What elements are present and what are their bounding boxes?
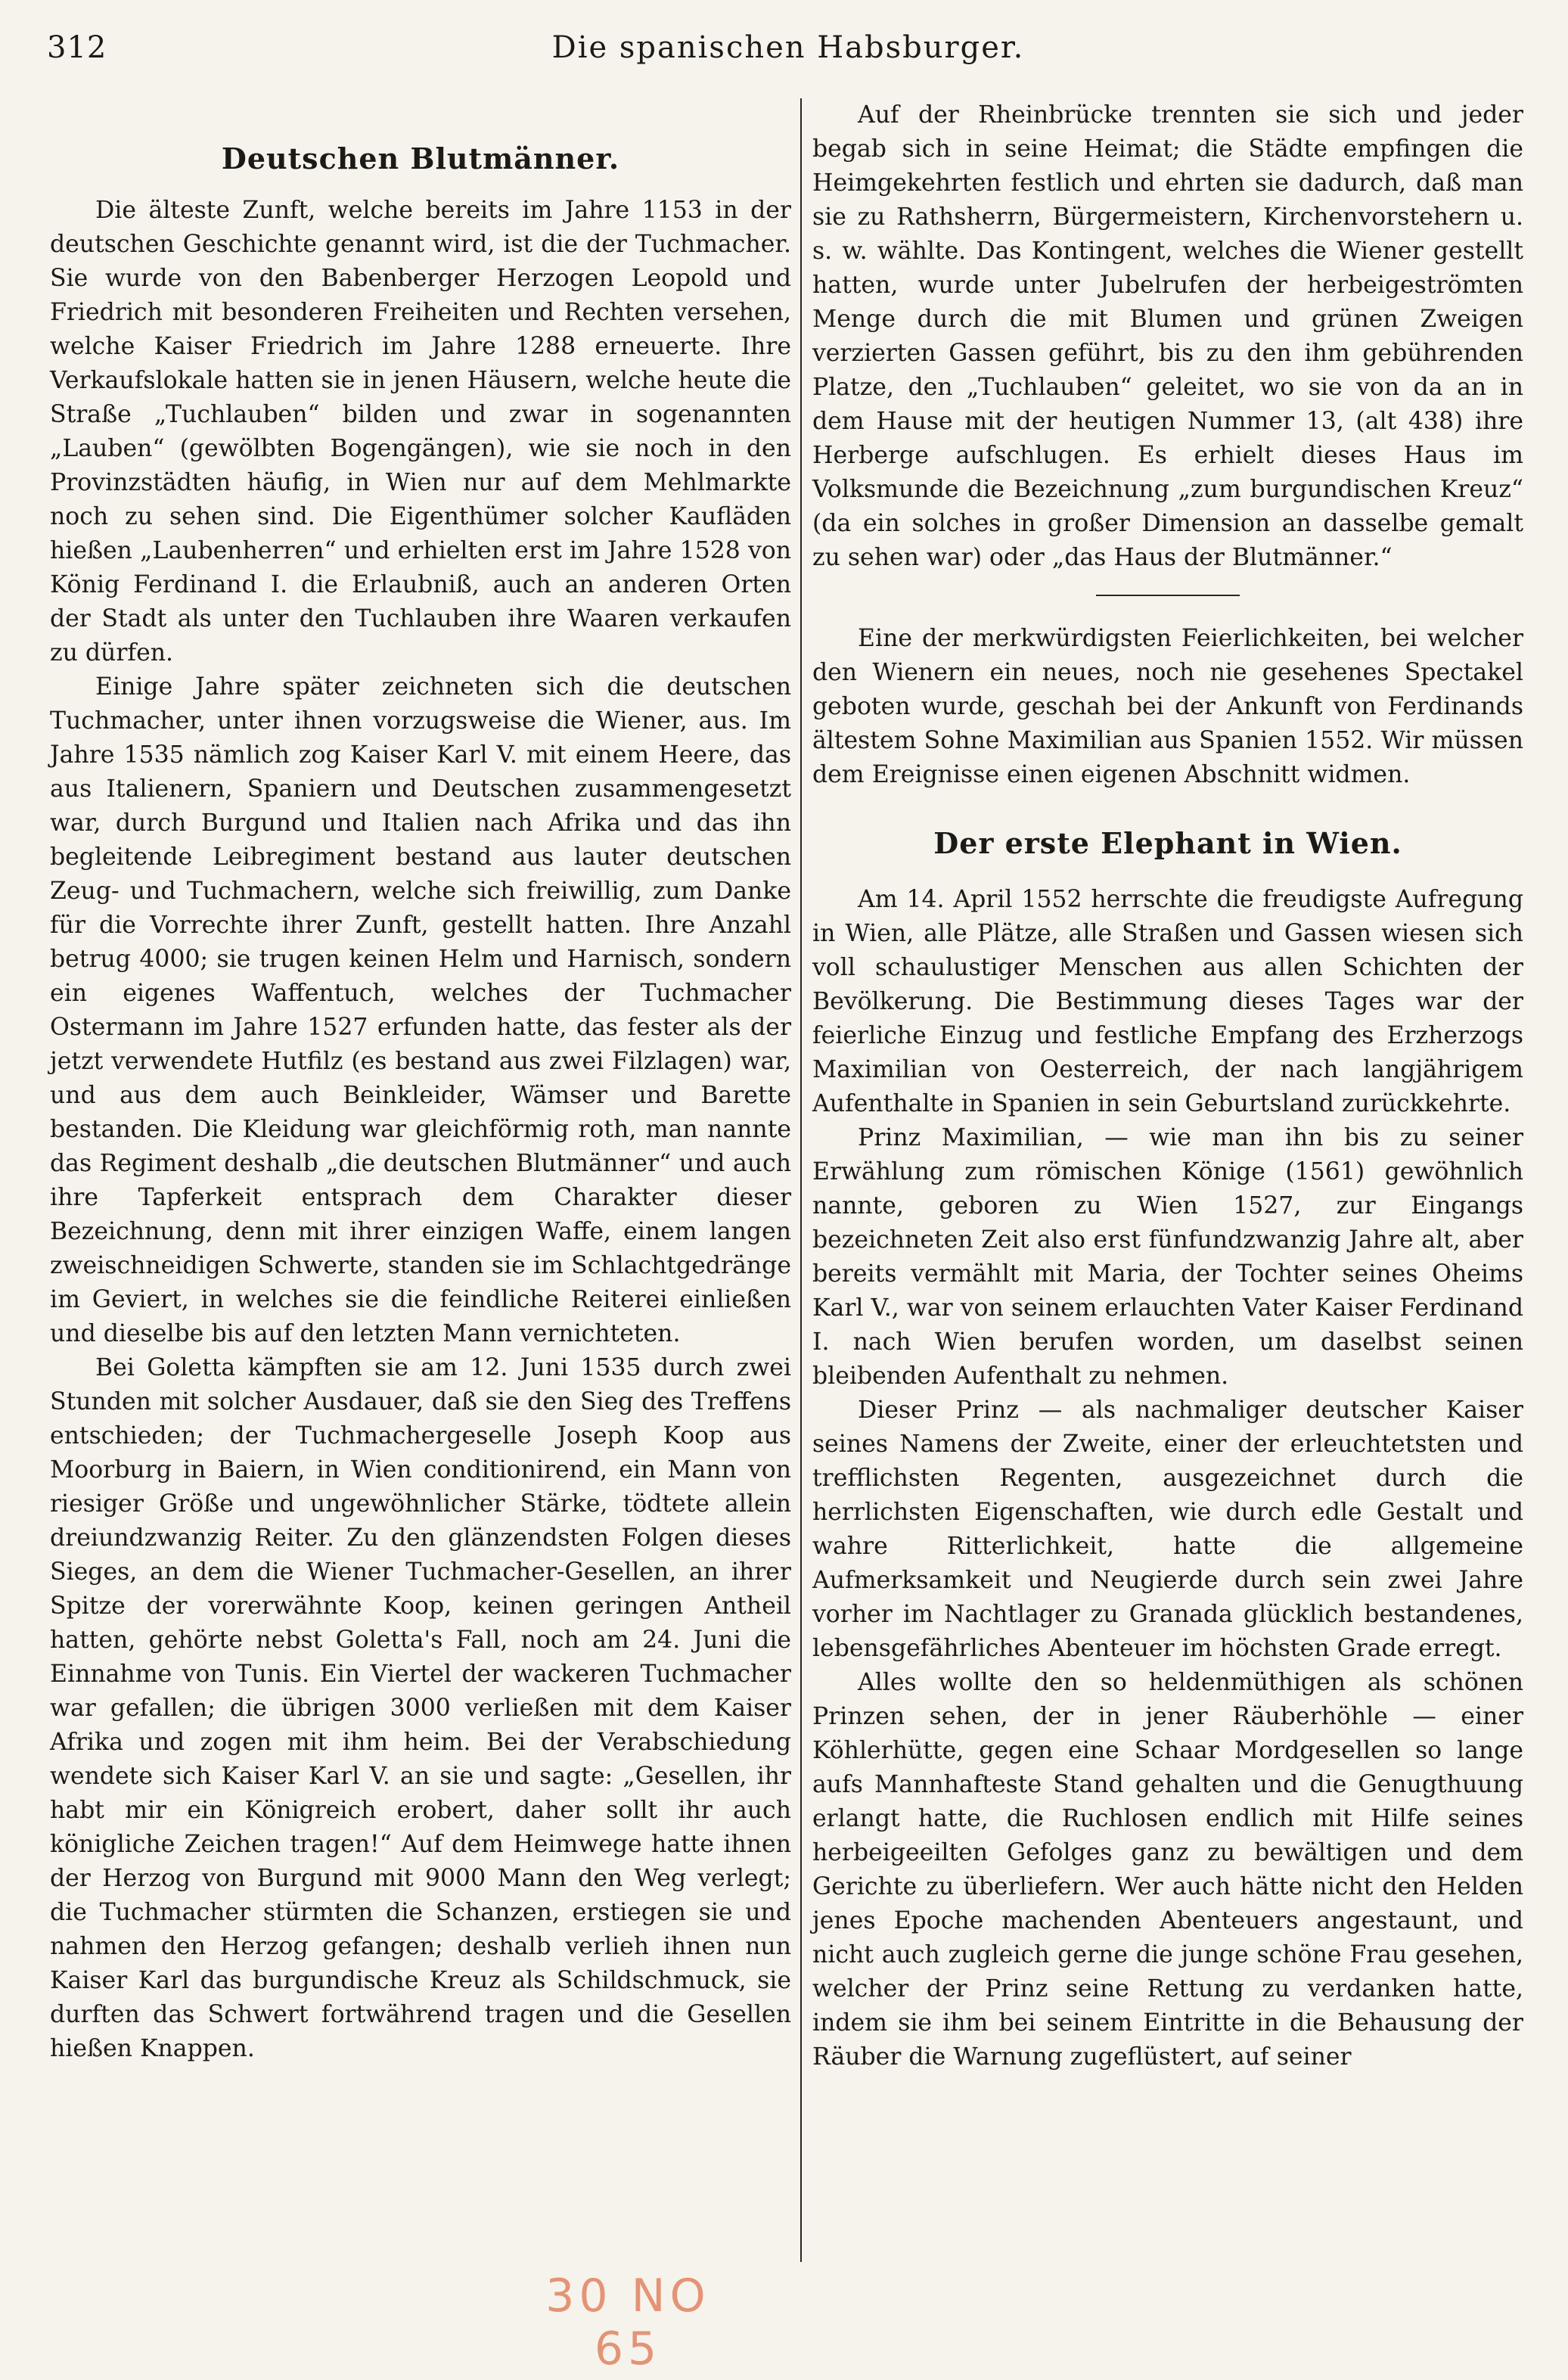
paragraph: Die älteste Zunft, welche bereits im Jahre 1153 in der deutschen Geschichte genannt wird, ist die der Tuchmacher. Sie wurde von den Babenberger Herzogen Leopold und Friedrich mit besonderen Freiheiten und Rechten versehen, welche Kaiser Friedrich im Jahre 1288 erneuerte. Ihre Verkaufslokale hatten sie in jenen Häusern, welche heute die Straße „Tuchlauben“ bilden und zwar in sogenannten „Lauben“ (gewölbten Bogengängen), wie sie noch in den Provinzstädten häufig, in Wien nur auf dem Mehlmarkte noch zu sehen sind. Die Eigenthümer solcher Kaufläden hießen „Laubenherren“ und erhielten erst im Jahre 1528 von König Ferdinand I. die Erlaubniß, auch an anderen Orten der Stadt als unter den Tuchlauben ihre Waaren verkaufen zu dürfen. xyxy=(50,197,791,666)
paragraph: Prinz Maximilian, — wie man ihn bis zu seiner Erwählung zum römischen Könige (1561) gewöhnlich nannte, geboren zu Wien 1527, zur Eingangs bezeichneten Zeit also erst fünfundzwanzig Jahre alt, aber bereits vermählt mit Maria, der Tochter seines Oheims Karl V., war von seinem erlauchten Vater Kaiser Ferdinand I. nach Wien berufen worden, um daselbst seinen bleibenden Aufenthalt zu nehmen. xyxy=(812,1124,1523,1390)
paragraph: Am 14. April 1552 herrschte die freudigste Aufregung in Wien, alle Plätze, alle Straßen und Gassen wiesen sich voll schaulustiger Menschen aus allen Schichten der Bevölkerung. Die Bestimmung dieses Tages war der feierliche Einzug und festliche Empfang des Erzherzogs Maximilian von Oesterreich, der nach langjährigem Aufenthalte in Spanien in sein Geburtsland zurückkehrte. xyxy=(812,886,1523,1117)
running-title: Die spanischen Habsburger. xyxy=(551,30,1025,65)
paragraph: Bei Goletta kämpften sie am 12. Juni 1535 durch zwei Stunden mit solcher Ausdauer, daß sie den Sieg des Treffens entschieden; der Tuchmachergeselle Joseph Koop aus Moorburg in Baiern, in Wien conditionirend, ein Mann von riesiger Größe und ungewöhnlicher Stärke, tödtete allein dreiundzwanzig Reiter. Zu den glänzendsten Folgen dieses Sieges, an dem die Wiener Tuchmacher-Gesellen, an ihrer Spitze der vorerwähnte Koop, keinen geringen Antheil hatten, gehörte nebst Goletta's Fall, noch am 24. Juni die Einnahme von Tunis. Ein Viertel der wackeren Tuchmacher war gefallen; die übrigen 3000 verließen mit dem Kaiser Afrika und zogen mit ihm heim. Bei der Verabschiedung wendete sich Kaiser Karl V. an sie und sagte: „Gesellen, ihr habt mir ein Königreich erobert, daher sollt ihr auch königliche Zeichen tragen!“ Auf dem Heimwege hatte ihnen der Herzog von Burgund mit 9000 Mann den Weg verlegt; die Tuchmacher stürmten die Schanzen, erstiegen sie und nahmen den Herzog gefangen; deshalb verlieh ihnen nun Kaiser Karl das burgundische Kreuz als Schildschmuck, sie durften das Schwert fortwährend tragen und die Gesellen hießen Knappen. xyxy=(50,1354,791,2062)
section-heading-elephant: Der erste Elephant in Wien. xyxy=(933,826,1402,860)
section-heading-blutmaenner: Deutschen Blutmänner. xyxy=(221,141,620,176)
section-divider xyxy=(1096,595,1240,596)
page-number: 312 xyxy=(47,30,107,65)
right-column xyxy=(812,98,1523,2074)
left-column xyxy=(50,98,791,2066)
running-head xyxy=(47,30,1529,76)
paragraph: Dieser Prinz — als nachmaliger deutscher Kaiser seines Namens der Zweite, einer der erleuchtetsten und trefflichsten Regenten, ausgezeichnet durch die herrlichsten Eigenschaften, wie durch edle Gestalt und wahre Ritterlichkeit, hatte die allgemeine Aufmerksamkeit und Neugierde durch sein zwei Jahre vorher im Nachtlager zu Granada glücklich bestandenes, lebensgefährliches Abenteuer im höchsten Grade erregt. xyxy=(812,1397,1523,1662)
paragraph: Alles wollte den so heldenmüthigen als schönen Prinzen sehen, der in jener Räuberhöhle — einer Köhlerhütte, gegen eine Schaar Mordgesellen so lange aufs Mannhafteste Stand gehalten und die Genugthuung erlangt hatte, die Ruchlosen endlich mit Hilfe seines herbeigeeilten Gefolges ganz zu bewältigen und dem Gerichte zu überliefern. Wer auch hätte nicht den Helden jenes Epoche machenden Abenteuers angestaunt, und nicht auch zugleich gerne die junge schöne Frau gesehen, welcher der Prinz seine Rettung zu verdanken hatte, indem sie ihm bei seinem Eintritte in die Behausung der Räuber die Warnung zugeflüstert, auf seiner xyxy=(812,1669,1523,2071)
library-date-stamp: 30 NO 65 xyxy=(545,2270,710,2375)
paragraph: Einige Jahre später zeichneten sich die deutschen Tuchmacher, unter ihnen vorzugsweise die Wiener, aus. Im Jahre 1535 nämlich zog Kaiser Karl V. mit einem Heere, das aus Italienern, Spaniern und Deutschen zusammengesetzt war, durch Burgund und Italien nach Afrika und das ihn begleitende Leibregiment bestand aus lauter deutschen Zeug- und Tuchmachern, welche sich freiwillig, zum Danke für die Vorrechte ihrer Zunft, gestellt hatten. Ihre Anzahl betrug 4000; sie trugen keinen Helm und Harnisch, sondern ein eigenes Waffentuch, welches der Tuchmacher Ostermann im Jahre 1527 erfunden hatte, das fester als der jetzt verwendete Hutfilz (es bestand aus zwei Filzlagen) war, und aus dem auch Beinkleider, Wämser und Barette bestanden. Die Kleidung war gleichförmig roth, man nannte das Regiment deshalb „die deutschen Blutmänner“ und auch ihre Tapferkeit entsprach dem Charakter dieser Bezeichnung, denn mit ihrer einzigen Waffe, einem langen zweischneidigen Schwerte, standen sie im Schlachtgedränge im Geviert, in welches sie die feindliche Reiterei einließen und dieselbe bis auf den letzten Mann vernichteten. xyxy=(50,673,791,1347)
paragraph: Eine der merkwürdigsten Feierlichkeiten, bei welcher den Wienern ein neues, noch nie gesehenes Spectakel geboten wurde, geschah bei der Ankunft von Ferdinands ältestem Sohne Maximilian aus Spanien 1552. Wir müssen dem Ereignisse einen eigenen Abschnitt widmen. xyxy=(812,625,1523,788)
column-rule xyxy=(800,98,802,2262)
paragraph: Auf der Rheinbrücke trennten sie sich und jeder begab sich in seine Heimat; die Städte empfingen die Heimgekehrten festlich und ehrten sie dadurch, daß man sie zu Rathsherrn, Bürgermeistern, Kirchenvorstehern u. s. w. wählte. Das Kontingent, welches die Wiener gestellt hatten, wurde unter Jubelrufen der herbeigeströmten Menge durch die mit Blumen und grünen Zweigen verzierten Gassen geführt, bis zu den ihm gebührenden Platze, den „Tuchlauben“ geleitet, wo sie von da an in dem Hause mit der heutigen Nummer 13, (alt 438) ihre Herberge aufschlugen. Es erhielt dieses Haus im Volksmunde die Bezeichnung „zum burgundischen Kreuz“ (da ein solches in großer Dimension an dasselbe gemalt zu sehen war) oder „das Haus der Blutmänner.“ xyxy=(812,101,1523,571)
